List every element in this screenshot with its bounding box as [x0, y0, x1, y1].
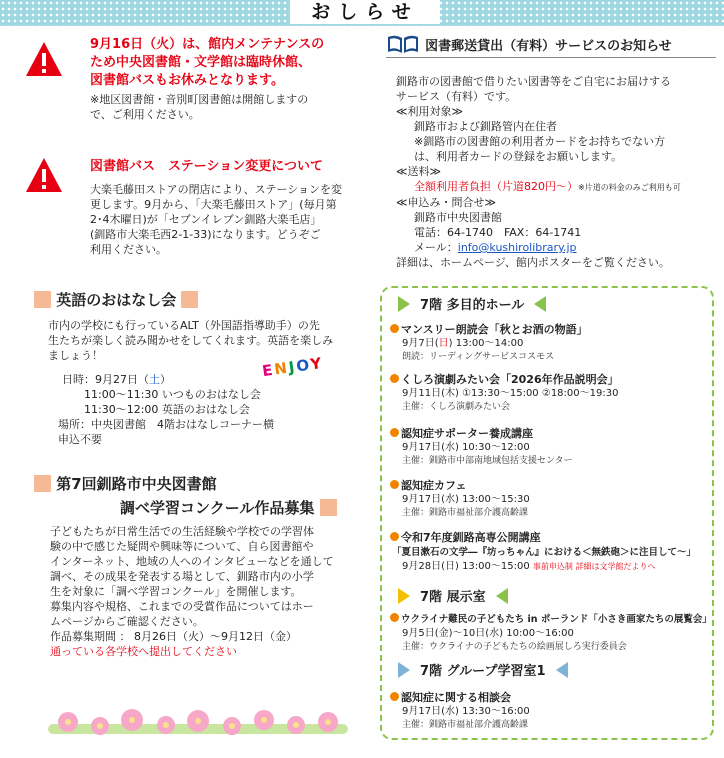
body-line: ※釧路市の図書館の利用者カードをお持ちでない方 [414, 135, 666, 148]
fee-note: ※片道の料金のみご利用も可 [578, 183, 681, 192]
square-icon [320, 499, 337, 516]
bullet-icon [390, 692, 399, 701]
time-slot: 11:30～12:00 英語のおはなし会 [84, 403, 250, 416]
hall-heading [398, 296, 546, 315]
event-date: 9月28日(日) 13:00～15:00 [402, 561, 530, 572]
body-line: 大楽毛藤田ストアの閉店により、ステーションを変 [90, 183, 343, 196]
event-name: 認知症サポーター養成講座 [401, 427, 533, 440]
page-title: おしらせ [290, 0, 440, 24]
email-link[interactable]: info@kushirolibrary.jp [457, 241, 577, 254]
enjoy-logo: ENJOY [261, 353, 325, 381]
event-item [390, 478, 712, 520]
fee-heading: ≪送料≫ [396, 165, 442, 178]
event-date: 9月17日(水) 13:00～15:30 [402, 494, 530, 505]
event-item [390, 690, 712, 732]
exhibit-heading [398, 588, 508, 607]
body-line: 子どもたちが日常生活での生活経験や学校での学習体 [50, 525, 314, 538]
event-subtitle: 「夏目漱石の文学―『坊っちゃん』における＜無鉄砲＞に注目して～」 [392, 547, 697, 558]
date-end: ） [160, 373, 171, 386]
email-label: メール： [414, 241, 458, 254]
closure-note [90, 92, 380, 122]
event-date: 9月5日(金)～10日(水) 10:00～16:00 [402, 628, 574, 639]
event-date: 9月7日( [402, 338, 439, 349]
contest-submit-note: 通っている各学校へ提出してください [50, 645, 237, 658]
bus-station-title: 図書館バス ステーション変更について [90, 159, 323, 174]
note-line: で、ご利用ください。 [90, 108, 200, 121]
mail-service-heading [386, 34, 716, 58]
body-line: 利用ください。 [90, 243, 167, 256]
body-line: 電話：64-1740 FAX：64-1741 [414, 226, 582, 239]
bus-station-body [90, 182, 380, 257]
triangle-left-icon [534, 296, 546, 312]
event-day: 日 [438, 338, 449, 349]
flower-border-image [48, 700, 348, 744]
book-icon [386, 34, 420, 54]
english-schedule [58, 372, 362, 447]
event-item [390, 322, 712, 364]
date-line [62, 372, 362, 387]
apply-heading: ≪申込み・問合せ≫ [396, 196, 497, 209]
warning-icon [24, 40, 64, 78]
event-name: 認知症に関する相談会 [401, 691, 511, 704]
time-slot: 11:00～11:30 いつものおはなし会 [84, 388, 261, 401]
event-name: 令和7年度釧路高専公開講座 [401, 531, 541, 544]
event-name: マンスリー朗読会「秋とお酒の物語」 [401, 323, 588, 336]
body-line: サービス（有料）です。 [396, 90, 517, 103]
triangle-right-icon [398, 662, 410, 678]
event-name: ウクライナ難民の子どもたち in ポーランド「小さき画家たちの展覧会」 [401, 614, 712, 625]
bullet-icon [390, 613, 399, 622]
group-room-heading [398, 662, 568, 681]
target-heading: ≪利用対象≫ [396, 105, 464, 118]
bullet-icon [390, 532, 399, 541]
event-item [390, 530, 712, 574]
warning-icon [24, 156, 64, 194]
triangle-right-icon [398, 588, 410, 604]
mail-service-body [396, 74, 716, 270]
body-line: は、利用者カードの登録をお願いします。 [414, 150, 623, 163]
body-line: 生を対象に「調べ学習コンクール」を開催します。 [50, 585, 302, 598]
event-organizer: 主催：ウクライナの子どもたちの絵画展しろ実行委員会 [402, 642, 627, 652]
event-date: 9月11日(木) ①13:30～15:00 ②18:00～19:30 [402, 388, 619, 399]
contest-heading-2 [120, 498, 337, 518]
body-line: 釧路市中央図書館 [414, 211, 502, 224]
body-line: ましょう！ [48, 349, 103, 362]
event-organizer: 主催：釧路市福祉部介護高齢課 [402, 720, 529, 730]
body-line: (釧路市大楽毛西2-1-33)になります。どうぞご [90, 228, 321, 241]
body-line: 2･4木曜日)が「セブンイレブン釧路大楽毛店」 [90, 213, 322, 226]
triangle-right-icon [398, 296, 410, 312]
event-time: ) 13:00～14:00 [448, 338, 524, 349]
hall-title: 7階 多目的ホール [420, 298, 525, 313]
contest-title-line2: 調べ学習コンクール作品募集 [120, 499, 315, 517]
event-date: 9月17日(水) 10:30～12:00 [402, 442, 530, 453]
closure-line: ため中央図書館・文学館は臨時休館、 [90, 55, 312, 70]
contest-body [50, 524, 370, 659]
date-day: 土 [149, 373, 160, 386]
contest-heading [34, 474, 217, 494]
event-item [390, 426, 712, 468]
mail-service-title: 図書郵送貸出（有料）サービスのお知らせ [425, 39, 672, 54]
event-organizer: 主催：釧路市中部南地域包括支援センター [402, 456, 573, 466]
triangle-left-icon [496, 588, 508, 604]
detail-line: 詳細は、ホームページ、館内ポスターをご覧ください。 [396, 256, 670, 269]
note-line: ※地区図書館・音別町図書館は開館しますの [90, 93, 309, 106]
square-icon [34, 291, 51, 308]
body-line: 験の中で感じた疑問や興味等について、自ら図書館や [50, 540, 314, 553]
date-label: 日時：9月27日（ [62, 373, 149, 386]
contest-title-line1: 第7回釧路市中央図書館 [56, 475, 217, 493]
fee-text: 全額利用者負担（片道820円～） [414, 180, 578, 193]
body-line: 釧路市の図書館で借りたい図書等をご自宅にお届けする [396, 75, 671, 88]
exhibit-title: 7階 展示室 [420, 590, 486, 605]
section-title: 英語のおはなし会 [56, 291, 177, 309]
event-organizer: 主催：釧路市福祉部介護高齢課 [402, 508, 529, 518]
group-room-title: 7階 グループ学習室1 [420, 664, 546, 679]
triangle-left-icon [556, 662, 568, 678]
bullet-icon [390, 480, 399, 489]
square-icon [181, 291, 198, 308]
event-organizer: 朗読：リーディングサービスコスモス [402, 352, 555, 362]
event-note: 事前申込制 詳細は文学館だよりへ [532, 562, 656, 571]
event-name: 認知症カフェ [401, 479, 467, 492]
body-line: 生たちが楽しく読み聞かせをしてくれます。英語を楽しみ [48, 334, 334, 347]
body-line: インターネット、地域の人へのインタビューなどを通して [50, 555, 334, 568]
closure-line: 図書館バスもお休みとなります。 [90, 73, 284, 88]
square-icon [34, 475, 51, 492]
place-line: 場所：中央図書館 4階おはなしコーナー横 [58, 418, 274, 431]
contest-period: 作品募集期間 ： 8月26日（火）～9月12日（金） [50, 630, 297, 643]
event-item [390, 372, 712, 414]
english-storytime-heading [34, 290, 198, 310]
body-line: 釧路市および釧路管内在住者 [414, 120, 557, 133]
signup-note: 申込不要 [58, 433, 102, 446]
bullet-icon [390, 324, 399, 333]
event-date: 9月17日(水) 13:30～16:00 [402, 706, 530, 717]
bullet-icon [390, 428, 399, 437]
closure-notice [90, 36, 380, 90]
bullet-icon [390, 374, 399, 383]
event-item [390, 612, 712, 654]
body-line: 更します。9月から、「大楽毛藤田ストア」(毎月第 [90, 198, 337, 211]
body-line: 調べ、その成果を発表する場として、釧路市内の小学 [50, 570, 314, 583]
closure-line: 9月16日（火）は、館内メンテナンスの [90, 37, 325, 52]
event-organizer: 主催：くしろ演劇みたい会 [402, 402, 511, 412]
body-line: ムページからご確認ください。 [50, 615, 204, 628]
body-line: 市内の学校にも行っているALT（外国語指導助手）の先 [48, 319, 320, 332]
event-name: くしろ演劇みたい会「2026年作品説明会」 [401, 373, 619, 386]
body-line: 募集内容や規格、これまでの受賞作品についてはホー [50, 600, 314, 613]
